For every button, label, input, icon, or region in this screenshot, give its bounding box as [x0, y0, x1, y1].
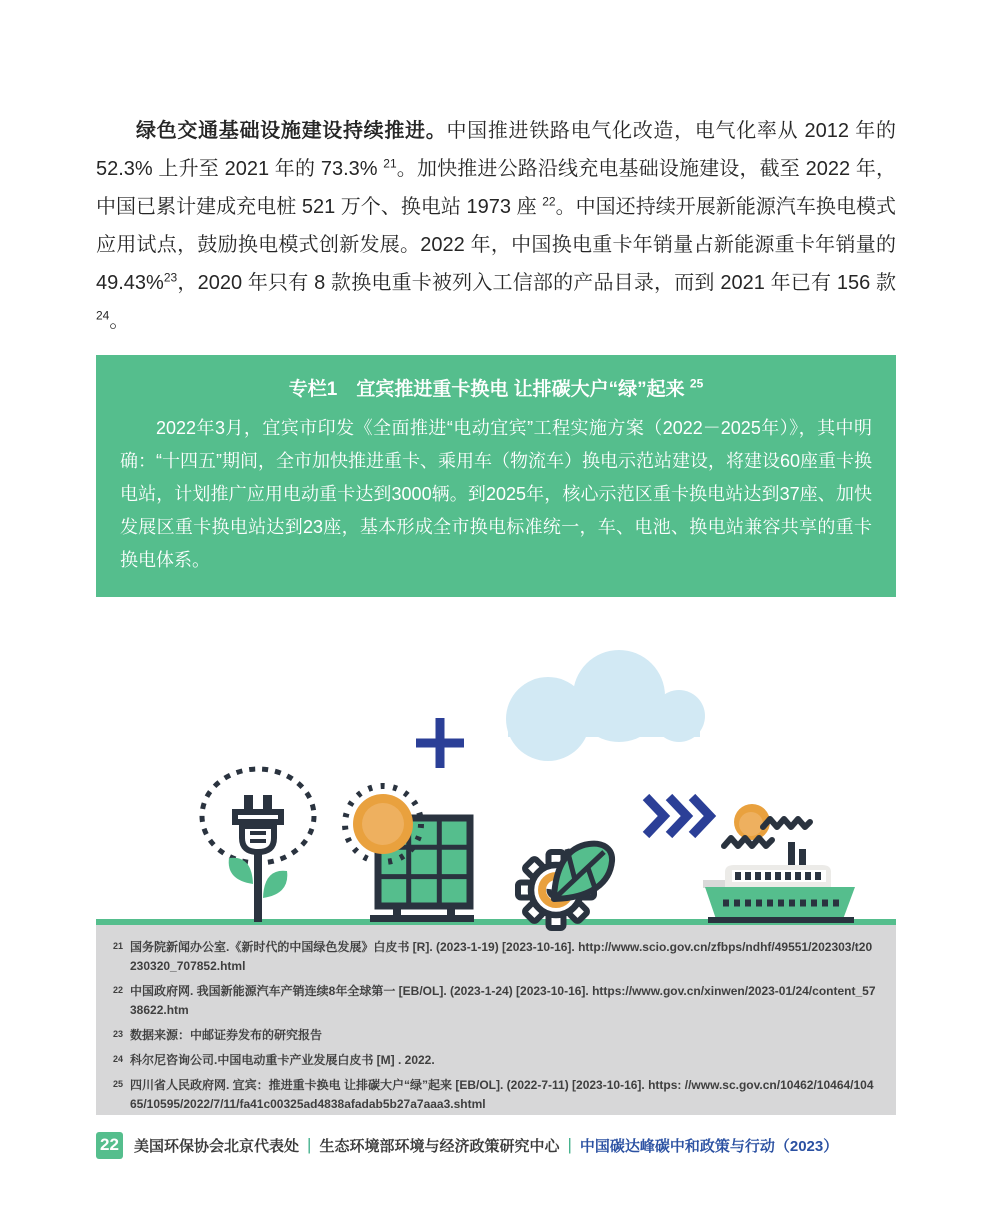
footer-report-title: 中国碳达峰碳中和政策与行动（2023）: [579, 1137, 839, 1155]
footnote-text: 科尔尼咨询公司.中国电动重卡产业发展白皮书 [M] . 2022.: [130, 1053, 435, 1067]
leaf-left: [229, 858, 253, 884]
footnote-item: [110, 982, 878, 1020]
callout-title: [120, 374, 872, 401]
paragraph-text: ，2020 年只有 8 款换电重卡被列入工信部的产品目录，而到 2021 年已有 156 款: [177, 272, 896, 294]
footnote-text: 中国政府网. 我国新能源汽车产销连续8年全球第一 [EB/OL]. (2023-1-24) [2023-10-16]. https://www.gov.cn/xinwen/2023-01/24/content_5738622.htm: [130, 984, 876, 1017]
leaf-right: [263, 871, 287, 898]
footnote-ref-25: 25: [689, 376, 704, 391]
paragraph-text: 。加快推进公路沿线充电基础设施建设，截至 2022 年，中国已累计建成充电桩 521 万个、换电站 1973 座: [96, 158, 896, 218]
footnote-ref-22: 22: [542, 194, 556, 209]
plug-plant-icon: [202, 769, 314, 922]
footnote-number: 24: [113, 1054, 124, 1064]
footnote-number: 23: [113, 1029, 124, 1039]
footnote-ref-24: 24: [96, 308, 110, 323]
footnote-item: [110, 1051, 878, 1070]
footnote-ref-21: 21: [383, 156, 397, 171]
footnote-ref-23: 23: [163, 270, 178, 285]
gear-leaf-icon: [518, 844, 612, 928]
paragraph-lead: 绿色交通基础设施建设持续推进。: [136, 120, 447, 142]
paragraph-text: 中国推进铁路电气化改造，电气化率从 2012 年的 52.3% 上升至 2021 年的 73.3%: [96, 120, 896, 180]
footnotes-panel: [96, 922, 896, 1115]
page-number-badge: 22: [96, 1132, 123, 1159]
paragraph-text: 。中国还持续开展新能源汽车换电模式应用试点，鼓励换电模式创新发展。2022 年，中国换电重卡年销量占新能源重卡年销量的 49.43%: [96, 196, 896, 294]
footnote-text: 国务院新闻办公室.《新时代的中国绿色发展》白皮书 [R]. (2023-1-19) [2023-10-16]. http://www.scio.gov.cn/zfbps/ndhf/49551/202303/t20230320_707852.html: [130, 940, 873, 973]
footer-org-edf-beijing: 美国环保协会北京代表处: [134, 1137, 300, 1155]
fast-forward-chevrons-icon: [646, 797, 710, 835]
footnote-text: 四川省人民政府网. 宜宾：推进重卡换电 让排碳大户“绿”起来 [EB/OL]. (2022-7-11) [2023-10-16]. https: //www.sc.gov.cn/10462/10464/10465/10595/2022/7/11/fa41c00325ad4838afadab5b27a7aaa3.shtml: [130, 1078, 874, 1111]
green-transport-illustration: [96, 600, 896, 930]
paragraph-text: 。: [109, 310, 130, 332]
ship-icon: [703, 804, 855, 923]
footer-separator: |: [567, 1135, 572, 1154]
footnote-number: 21: [113, 941, 124, 951]
footnote-number: 25: [113, 1079, 124, 1089]
intro-paragraph: [96, 112, 896, 340]
callout-box: [96, 355, 896, 597]
footnote-item: [110, 1076, 878, 1114]
wave-squiggle: [724, 838, 772, 846]
callout-body: 2022年3月，宜宾市印发《全面推进“电动宜宾”工程实施方案（2022－2025年）》，其中明确：“十四五”期间，全市加快推进重卡、乘用车（物流车）换电示范站建设，将建设60座重卡换电站，计划推广应用电动重卡达到3000辆。到2025年，核心示范区重卡换电站达到37座、加快发展区重卡换电站达到23座，基本形成全市换电标准统一，车、电池、换电站兼容共享的重卡换电体系。: [120, 418, 873, 570]
footnote-number: 22: [113, 985, 124, 995]
footer-org-prcee: 生态环境部环境与经济政策研究中心: [319, 1137, 560, 1155]
callout-title-text: 专栏1 宜宾推进重卡换电 让排碳大户“绿”起来: [288, 379, 690, 400]
plus-icon: [416, 718, 464, 768]
page-footer: [96, 1131, 926, 1159]
footer-separator: |: [307, 1135, 312, 1154]
footnote-item: [110, 938, 878, 976]
footnote-text: 数据来源：中邮证券发布的研究报告: [130, 1028, 323, 1042]
footnote-item: [110, 1026, 878, 1045]
cloud-icon: [506, 650, 705, 761]
wave-squiggle: [763, 819, 810, 827]
